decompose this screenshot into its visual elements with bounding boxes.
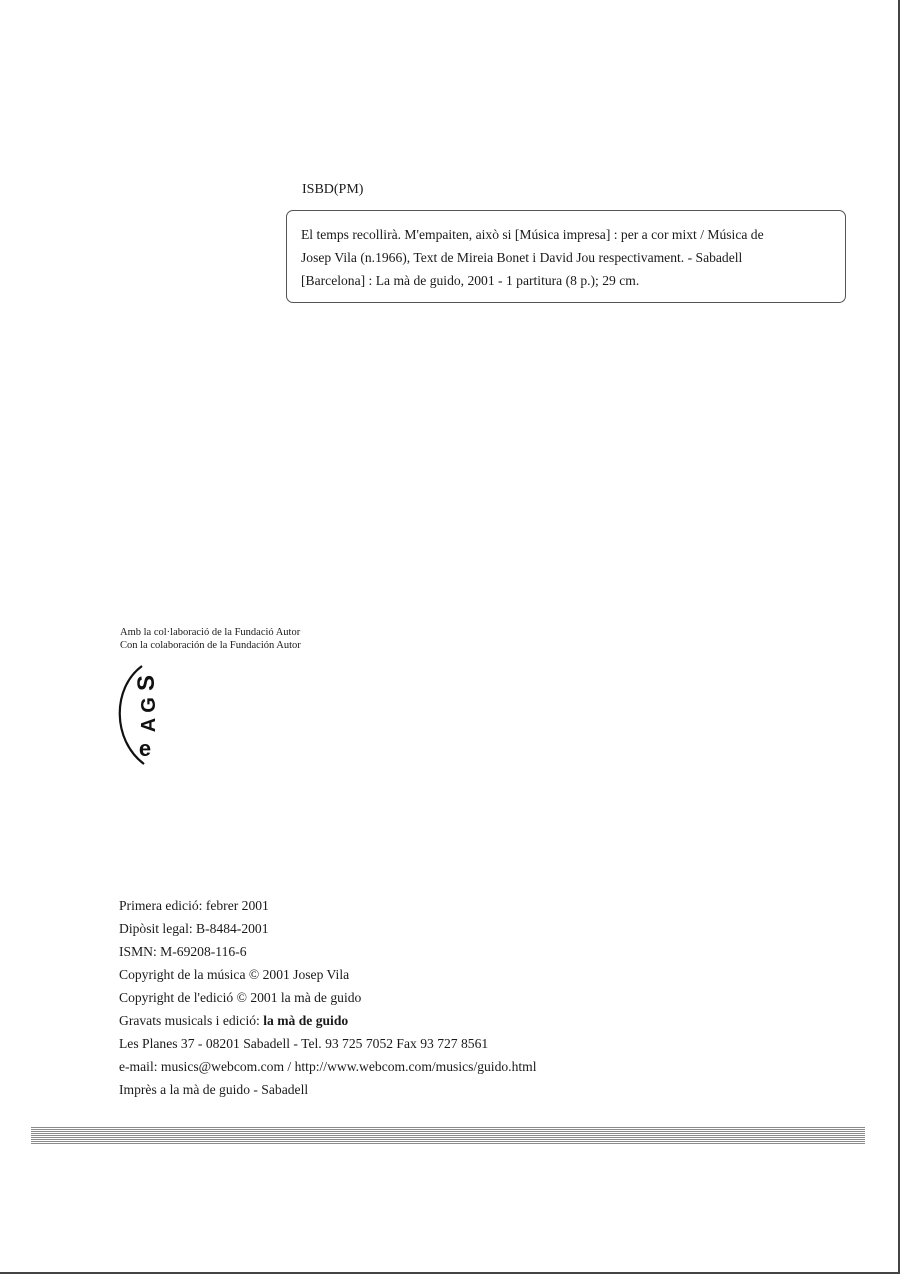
decorative-rule-band <box>31 1127 865 1145</box>
sgae-logo-letter: S <box>133 674 160 692</box>
imprint-block <box>119 894 537 1101</box>
engraving-line <box>119 1009 537 1032</box>
engraving-prefix: Gravats musicals i edició: <box>119 1013 264 1028</box>
edition-copyright: Copyright de l'edició © 2001 la mà de guido <box>119 990 362 1005</box>
catalog-record-line: El temps recollirà. M'empaiten, això si [Música impresa] : per a cor mixt / Música de <box>301 227 764 242</box>
first-edition: Primera edició: febrer 2001 <box>119 898 269 913</box>
catalog-record-line: Josep Vila (n.1966), Text de Mireia Bonet i David Jou respectivament. - Sabadell <box>301 250 743 265</box>
sgae-logo <box>112 660 174 768</box>
publisher-name: la mà de guido <box>263 1013 349 1028</box>
printed-by: Imprès a la mà de guido - Sabadell <box>119 1082 309 1097</box>
ismn: ISMN: M-69208-116-6 <box>119 944 247 959</box>
music-copyright: Copyright de la música © 2001 Josep Vila <box>119 967 350 982</box>
publisher-contact: e-mail: musics@webcom.com / http://www.webcom.com/musics/guido.html <box>119 1059 537 1074</box>
publisher-address: Les Planes 37 - 08201 Sabadell - Tel. 93 725 7052 Fax 93 727 8561 <box>119 1036 489 1051</box>
collaboration-line-catalan: Amb la col·laboració de la Fundació Autor <box>120 627 301 638</box>
catalog-record-box <box>286 210 846 303</box>
legal-deposit: Dipòsit legal: B-8484-2001 <box>119 921 269 936</box>
sgae-logo-letter: A <box>138 717 160 733</box>
collaboration-note <box>120 626 301 652</box>
isbd-label: ISBD(PM) <box>302 182 364 197</box>
sgae-logo-letter: G <box>138 697 160 713</box>
collaboration-line-spanish: Con la colaboración de la Fundación Autor <box>120 640 301 651</box>
catalog-record-line: [Barcelona] : La mà de guido, 2001 - 1 partitura (8 p.); 29 cm. <box>301 273 640 288</box>
sgae-logo-letter: e <box>138 736 152 761</box>
